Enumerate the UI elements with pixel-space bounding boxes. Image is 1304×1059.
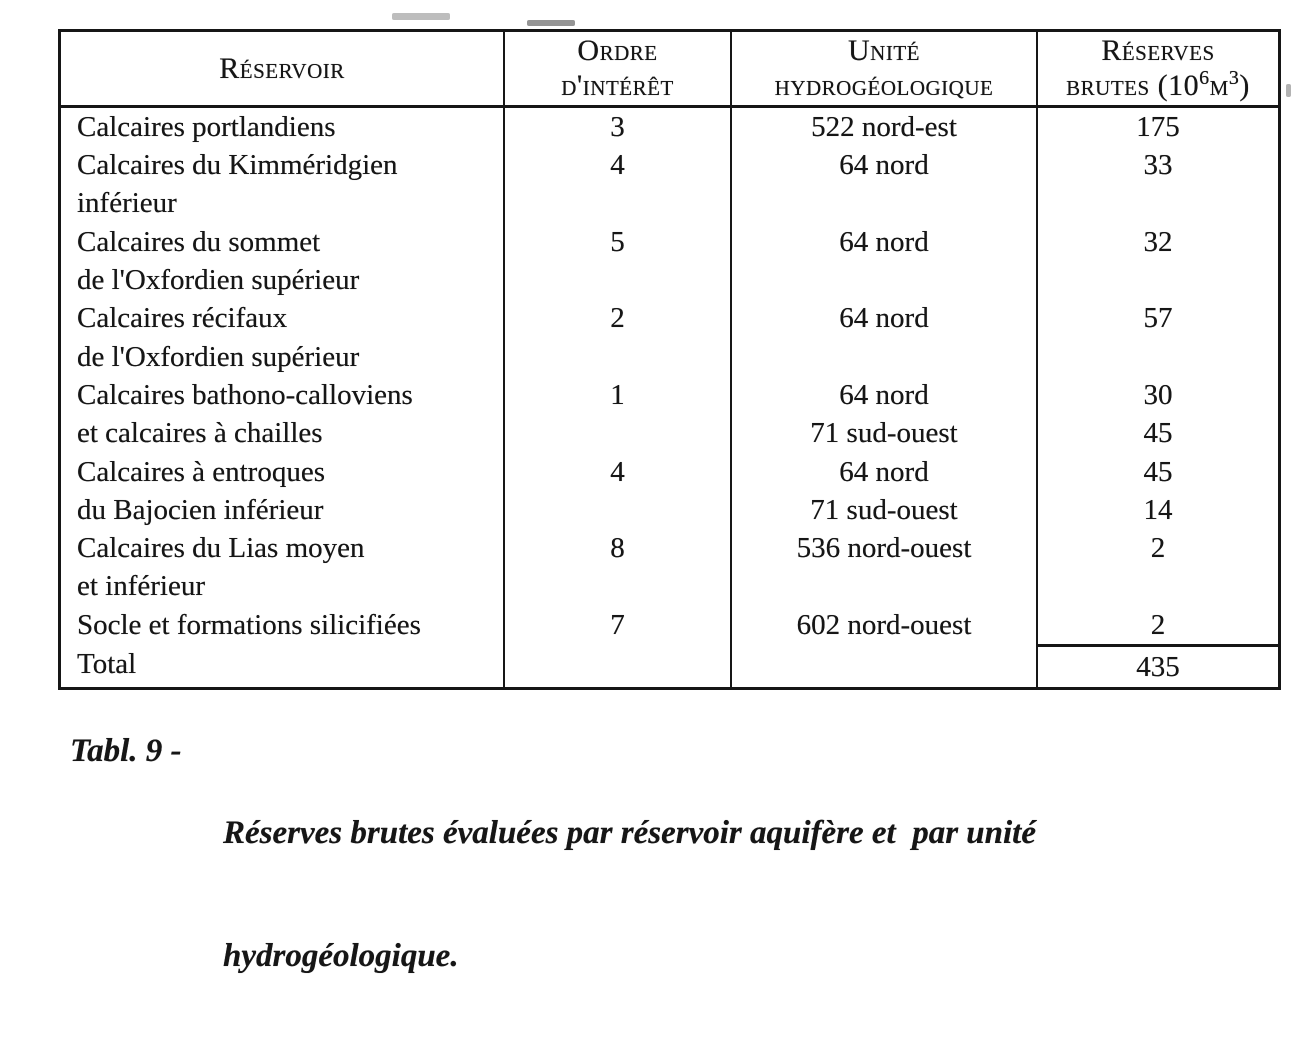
table-row: [61, 184, 1278, 222]
header-unite: [732, 32, 1038, 105]
table-row: [61, 108, 1278, 146]
header-reserves: [1038, 32, 1278, 105]
table-row: [61, 567, 1278, 605]
header-reserves-cube: 3: [1228, 67, 1240, 90]
total-empty-unite-cell: [732, 644, 1038, 687]
ordre-cell: 7: [505, 606, 732, 644]
caption-text: [223, 731, 1036, 1059]
table-row: [61, 376, 1278, 414]
table-row: [61, 299, 1278, 337]
unite-cell: [732, 261, 1038, 299]
header-reserves-exponent: 6: [1199, 67, 1210, 90]
total-row: [61, 644, 1278, 687]
unite-cell: 64 nord: [732, 299, 1038, 337]
table-row: [61, 414, 1278, 452]
unite-cell: 71 sud-ouest: [732, 414, 1038, 452]
ordre-cell: 5: [505, 223, 732, 261]
reservoir-cell: et inférieur: [61, 567, 505, 605]
reserves-cell: [1038, 567, 1278, 605]
unite-cell: [732, 567, 1038, 605]
scan-artifact: [527, 20, 575, 26]
header-ordre: [505, 32, 732, 105]
table-row: [61, 606, 1278, 644]
unite-cell: [732, 338, 1038, 376]
unite-cell: 522 nord-est: [732, 108, 1038, 146]
reserves-cell: 33: [1143, 149, 1173, 182]
unite-cell: 64 nord: [732, 223, 1038, 261]
scan-artifact: [1286, 84, 1291, 97]
ordre-cell: [505, 261, 732, 299]
reservoir-cell: Socle et formations silicifiées: [61, 606, 505, 644]
total-empty-ordre-cell: [505, 644, 732, 687]
reserves-cell: 57: [1143, 302, 1173, 335]
reservoir-cell: Calcaires du Kimméridgien: [61, 146, 505, 184]
header-ordre-line1: Ordre: [577, 34, 658, 68]
reservoir-cell: Calcaires du Lias moyen: [61, 529, 505, 567]
table-row: [61, 338, 1278, 376]
reserves-cell: 45: [1143, 455, 1173, 488]
unite-cell: 536 nord-ouest: [732, 529, 1038, 567]
table-row: [61, 453, 1278, 491]
reserves-cell: 14: [1143, 493, 1173, 526]
reservoir-cell: Calcaires à entroques: [61, 453, 505, 491]
unite-cell: 64 nord: [732, 376, 1038, 414]
table-row: [61, 529, 1278, 567]
ordre-cell: 8: [505, 529, 732, 567]
reserves-cell: 32: [1143, 225, 1173, 258]
table-row: [61, 491, 1278, 529]
ordre-cell: 4: [505, 453, 732, 491]
table-body: [61, 108, 1278, 644]
ordre-cell: [505, 414, 732, 452]
table-caption: [70, 731, 1250, 1059]
reserves-cell: [1038, 261, 1278, 299]
reserves-table: [58, 29, 1281, 690]
reserves-cell: [1038, 338, 1278, 376]
reservoir-cell: inférieur: [61, 184, 505, 222]
reservoir-cell: et calcaires à chailles: [61, 414, 505, 452]
table-row: [61, 223, 1278, 261]
ordre-cell: [505, 338, 732, 376]
reservoir-cell: du Bajocien inférieur: [61, 491, 505, 529]
header-reserves-line1: Réserves: [1101, 34, 1215, 68]
header-reserves-suffix: ): [1239, 69, 1250, 103]
caption-line2: hydrogéologique.: [223, 938, 459, 974]
unite-cell: [732, 184, 1038, 222]
ordre-cell: [505, 567, 732, 605]
header-reservoir: [61, 32, 505, 105]
reservoir-cell: de l'Oxfordien supérieur: [61, 338, 505, 376]
reserves-cell: 30: [1143, 378, 1173, 411]
reserves-cell: 175: [1136, 110, 1180, 143]
reservoir-cell: Calcaires bathono-calloviens: [61, 376, 505, 414]
header-unite-line1: Unité: [848, 34, 920, 68]
ordre-cell: 1: [505, 376, 732, 414]
unite-cell: 602 nord-ouest: [732, 606, 1038, 644]
header-reserves-prefix: brutes (10: [1066, 69, 1200, 103]
header-reserves-line2: [1066, 68, 1250, 103]
unite-cell: 64 nord: [732, 146, 1038, 184]
ordre-cell: 3: [505, 108, 732, 146]
scan-artifact: [392, 13, 450, 20]
header-unite-line2: hydrogéologique: [774, 69, 994, 103]
header-reservoir-label: Réservoir: [219, 51, 345, 85]
reserves-cell: [1038, 184, 1278, 222]
table-header-row: [61, 32, 1278, 108]
table-row: [61, 261, 1278, 299]
ordre-cell: [505, 491, 732, 529]
header-reserves-unit: m: [1209, 69, 1229, 103]
caption-label: Tabl. 9 -: [70, 733, 182, 769]
ordre-cell: 2: [505, 299, 732, 337]
reservoir-cell: Calcaires récifaux: [61, 299, 505, 337]
reserves-cell: 45: [1143, 417, 1173, 450]
total-value-cell: 435: [1038, 644, 1278, 687]
reservoir-cell: Calcaires portlandiens: [61, 108, 505, 146]
ordre-cell: 4: [505, 146, 732, 184]
table-row: [61, 146, 1278, 184]
reserves-cell: 2: [1150, 608, 1166, 641]
reservoir-cell: Calcaires du sommet: [61, 223, 505, 261]
unite-cell: 64 nord: [732, 453, 1038, 491]
ordre-cell: [505, 184, 732, 222]
reserves-cell: 2: [1150, 532, 1166, 565]
caption-line1: Réserves brutes évaluées par réservoir aquifère et par unité: [223, 815, 1036, 851]
header-ordre-line2: d'intérêt: [561, 69, 674, 103]
total-label-cell: Total: [61, 644, 505, 687]
reservoir-cell: de l'Oxfordien supérieur: [61, 261, 505, 299]
unite-cell: 71 sud-ouest: [732, 491, 1038, 529]
